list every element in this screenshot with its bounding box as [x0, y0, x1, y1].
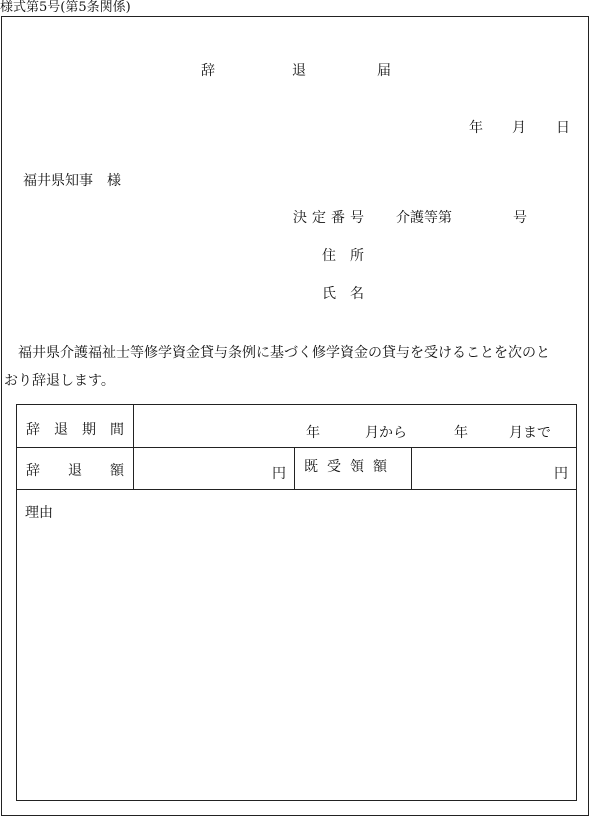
period-row: [17, 405, 577, 448]
received-amount-value-cell[interactable]: [412, 448, 577, 490]
reason-label: 理由: [25, 505, 53, 521]
decline-amount-value-cell[interactable]: [134, 448, 295, 490]
body-text-line-1: 福井県介護福祉士等修学資金貸与条例に基づく修学資金の貸与を受けることを次のと: [4, 345, 550, 361]
period-from-month: 月から: [365, 425, 407, 441]
received-amount-label-cell: [295, 448, 412, 490]
address-label: 住 所: [322, 248, 364, 264]
received-amount-yen: 円: [554, 466, 569, 482]
period-value-cell[interactable]: [134, 405, 577, 448]
decline-details-table: [16, 404, 577, 801]
decision-number-prefix: 介護等第: [396, 210, 452, 226]
decline-amount-label-char: 額: [110, 463, 124, 479]
period-label-char: 辞: [26, 422, 40, 438]
period-label-char: 退: [54, 422, 68, 438]
period-to-month: 月まで: [509, 425, 551, 441]
decline-amount-label-char: 辞: [26, 463, 40, 479]
title-char-2: 退: [292, 63, 306, 79]
title-char-1: 辞: [201, 63, 215, 79]
date-day-label: 日: [556, 120, 570, 136]
period-label-char: 間: [110, 422, 124, 438]
date-month-label: 月: [512, 120, 526, 136]
received-amount-label: 既受領額: [304, 459, 396, 475]
period-label-cell: [17, 405, 134, 448]
decline-amount-yen: 円: [272, 466, 286, 482]
period-from-year: 年: [306, 425, 320, 441]
decision-number-suffix: 号: [513, 210, 527, 226]
title-char-3: 届: [377, 63, 391, 79]
name-label: 氏 名: [322, 286, 364, 302]
body-text-line-2: おり辞退します。: [4, 373, 115, 389]
date-year-label: 年: [469, 120, 483, 136]
decision-number-label: 決定番号: [293, 210, 369, 226]
decline-amount-label-cell: [17, 448, 134, 490]
amount-row: [17, 448, 577, 490]
form-number-label: 様式第5号(第5条関係): [0, 0, 131, 15]
period-label-char: 期: [82, 422, 96, 438]
reason-cell[interactable]: [17, 490, 577, 801]
reason-row: [17, 490, 577, 801]
decline-amount-label-char: 退: [68, 463, 82, 479]
period-to-year: 年: [454, 425, 468, 441]
addressee: 福井県知事 様: [23, 173, 121, 189]
